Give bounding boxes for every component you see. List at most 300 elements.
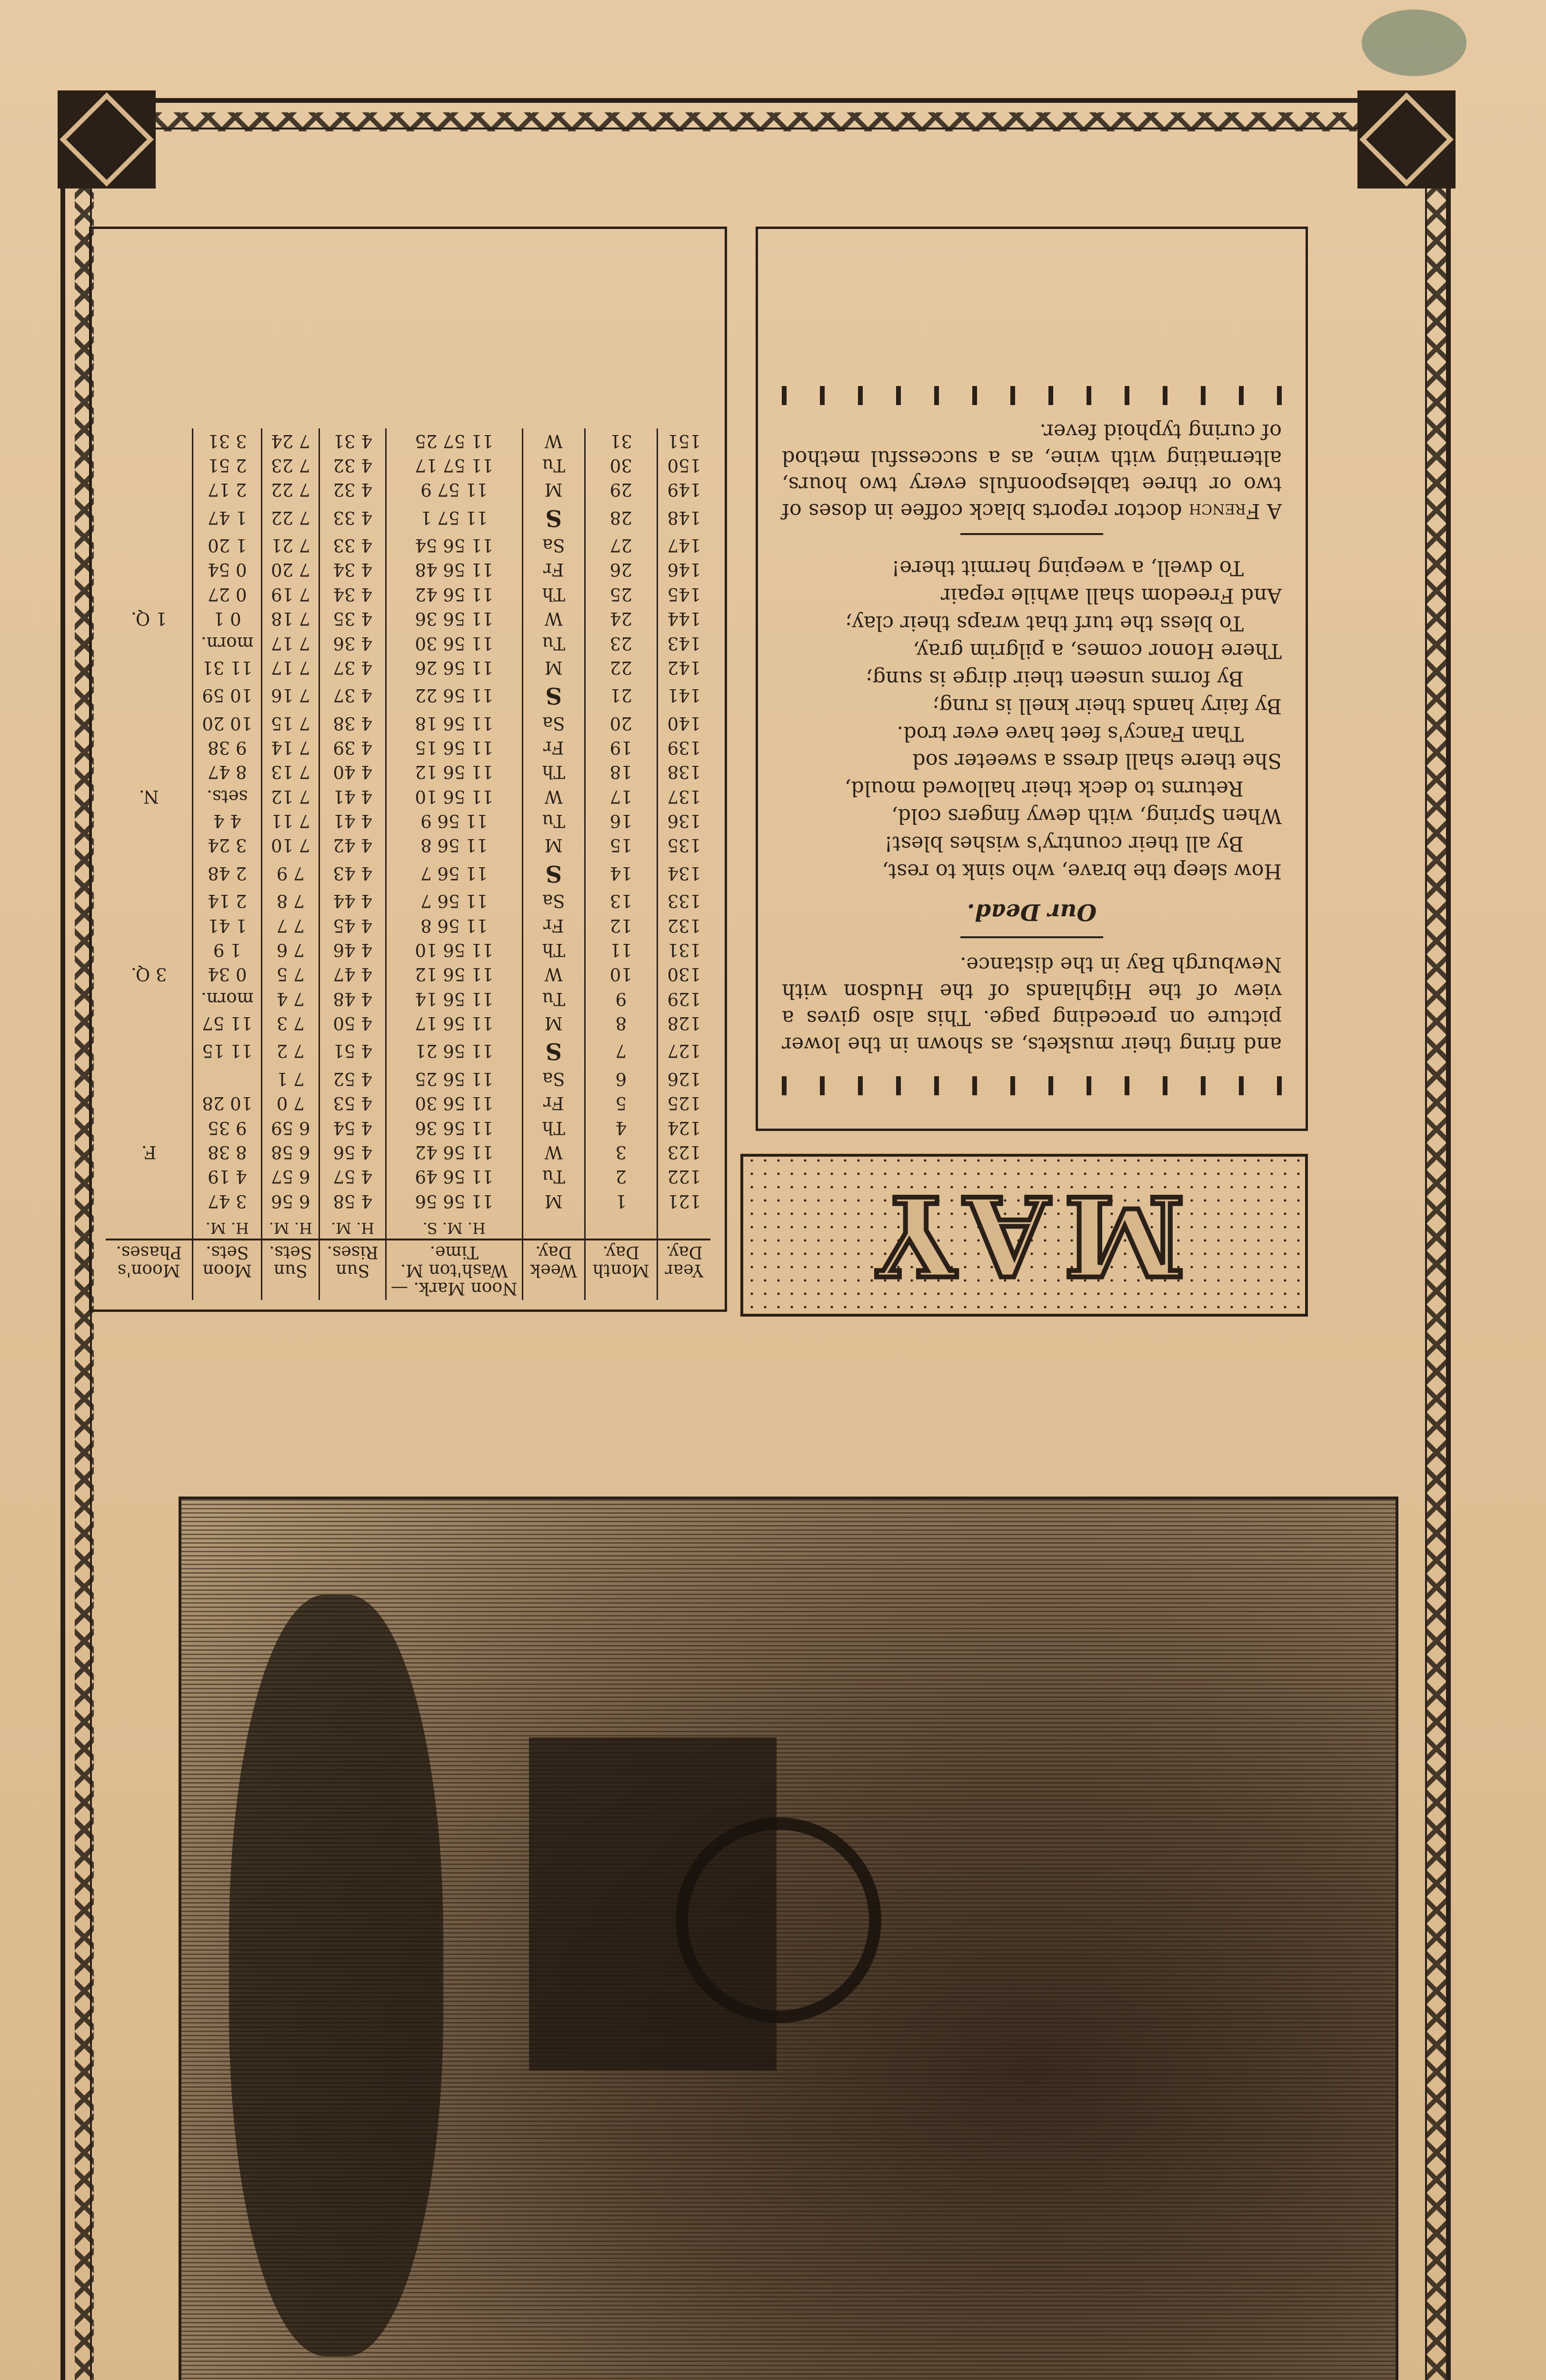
cell-sun-rises: 4 58	[319, 1189, 386, 1213]
table-row	[106, 857, 710, 888]
table-row	[106, 913, 710, 937]
cell-sun-rises: 4 45	[319, 913, 386, 937]
remedy-text: doctor reports black coffee in doses of two or three tablespoonfuls every two hours, alternating with wine, as a successful method of curing typhoid fever.	[782, 419, 1282, 523]
cell-week-day: Fr	[522, 557, 585, 582]
cell-sun-sets: 7 21	[262, 533, 319, 557]
cell-week-day: M	[522, 1011, 585, 1035]
table-row	[106, 557, 710, 582]
cell-noon-mark: 11 56 12	[386, 760, 522, 784]
cell-sun-rises: 4 43	[319, 857, 386, 888]
poem-title: Our Dead.	[967, 899, 1097, 926]
cell-week-day: Tu	[522, 631, 585, 655]
cell-noon-mark: 11 56 54	[386, 533, 522, 557]
cell-month-day: 9	[585, 986, 657, 1011]
cell-month-day: 7	[585, 1035, 657, 1066]
header-month-day: Month Day.	[585, 1240, 657, 1300]
cell-noon-mark: 11 56 7	[386, 857, 522, 888]
cell-week-day: Tu	[522, 986, 585, 1011]
cell-noon-mark: 11 56 10	[386, 938, 522, 962]
engraving-mill-scene	[179, 1497, 1398, 2380]
cell-moon-sets: 1 41	[193, 913, 262, 937]
cell-year-day: 124	[667, 1117, 701, 1138]
cell-moon-sets: 11 31	[193, 655, 262, 680]
cell-year-day: 126	[667, 1068, 701, 1089]
cell-noon-mark: 11 56 42	[386, 1140, 522, 1164]
cell-year-day: 134	[667, 863, 701, 883]
table-row	[106, 784, 710, 808]
header-moon-sets: Moon Sets.	[193, 1240, 262, 1300]
cell-month-day: 27	[585, 533, 657, 557]
cell-sun-rises: 4 36	[319, 631, 386, 655]
cell-sun-sets: 7 4	[262, 986, 319, 1011]
cell-noon-mark: 11 56 18	[386, 711, 522, 735]
cell-year-day: 142	[667, 657, 701, 678]
cell-moon-sets: morn.	[193, 986, 262, 1011]
unit-cell	[585, 1213, 657, 1240]
cell-moon-sets: 11 57	[193, 1011, 262, 1035]
cell-sun-sets: 6 56	[262, 1189, 319, 1213]
cell-sun-sets: 7 8	[262, 889, 319, 913]
cell-week-day: W	[522, 962, 585, 986]
cell-sun-sets: 7 23	[262, 453, 319, 477]
cell-sun-rises: 4 47	[319, 962, 386, 986]
cell-week-day: S	[522, 502, 585, 533]
poem	[782, 554, 1282, 884]
text-column	[756, 227, 1308, 1131]
cell-noon-mark: 11 56 36	[386, 606, 522, 631]
table-row	[106, 582, 710, 606]
cell-month-day: 10	[585, 962, 657, 986]
cell-week-day: W	[522, 428, 585, 453]
cell-month-day: 5	[585, 1091, 657, 1115]
cell-noon-mark: 11 56 8	[386, 913, 522, 937]
cell-sun-sets: 7 24	[262, 428, 319, 453]
poem-line: She there shall dress a sweeter sod	[912, 749, 1282, 773]
cell-year-day: 140	[667, 713, 701, 734]
table-row	[106, 809, 710, 833]
table-row	[106, 1035, 710, 1066]
cell-noon-mark: 11 57 17	[386, 453, 522, 477]
cell-sun-rises: 4 56	[319, 1140, 386, 1164]
cell-month-day: 31	[585, 428, 657, 453]
cell-noon-mark: 11 56 56	[386, 1189, 522, 1213]
cell-sun-rises: 4 33	[319, 533, 386, 557]
poem-line: There Honor comes, a pilgrim gray,	[913, 638, 1282, 663]
cell-year-day: 130	[667, 964, 701, 985]
cell-year-day: 146	[667, 559, 701, 580]
cell-month-day: 4	[585, 1115, 657, 1140]
cell-noon-mark: 11 56 42	[386, 582, 522, 606]
cell-noon-mark: 11 56 30	[386, 631, 522, 655]
cell-week-day: W	[522, 606, 585, 631]
cell-sun-sets: 7 2	[262, 1035, 319, 1066]
cell-year-day: 149	[667, 479, 701, 500]
cell-sun-sets: 7 3	[262, 1011, 319, 1035]
cell-week-day: Sa	[522, 889, 585, 913]
cell-sun-sets: 7 16	[262, 680, 319, 711]
header-sun-sets: Sun Sets.	[262, 1240, 319, 1300]
cell-moon-phase	[106, 735, 193, 760]
cell-sun-sets: 7 5	[262, 962, 319, 986]
table-row	[106, 833, 710, 857]
cell-moon-sets	[193, 1067, 262, 1091]
cell-sun-sets: 7 1	[262, 1067, 319, 1091]
border-band-left	[1427, 112, 1446, 2380]
cell-moon-phase	[106, 453, 193, 477]
cell-moon-phase	[106, 938, 193, 962]
cell-sun-sets: 7 13	[262, 760, 319, 784]
cell-week-day: M	[522, 477, 585, 502]
cell-sun-sets: 7 11	[262, 809, 319, 833]
header-sun-rises: Sun Rises.	[319, 1240, 386, 1300]
cell-moon-sets: 2 51	[193, 453, 262, 477]
poem-line: By all their country's wishes blest!	[884, 832, 1244, 856]
cell-moon-sets: 0 54	[193, 557, 262, 582]
cell-sun-rises: 4 48	[319, 986, 386, 1011]
table-row	[106, 680, 710, 711]
cell-sun-sets: 7 14	[262, 735, 319, 760]
table-row	[106, 1164, 710, 1189]
cell-sun-rises: 4 44	[319, 889, 386, 913]
cell-month-day: 8	[585, 1011, 657, 1035]
cell-sun-rises: 4 52	[319, 1067, 386, 1091]
table-row	[106, 938, 710, 962]
cell-moon-phase	[106, 1067, 193, 1091]
cell-sun-sets: 7 15	[262, 711, 319, 735]
cell-month-day: 14	[585, 857, 657, 888]
cell-sun-sets: 7 12	[262, 784, 319, 808]
table-row	[106, 453, 710, 477]
cell-year-day: 123	[667, 1141, 701, 1162]
cell-week-day: Sa	[522, 711, 585, 735]
cell-moon-sets: 1 9	[193, 938, 262, 962]
cell-year-day: 128	[667, 1013, 701, 1034]
cell-month-day: 25	[585, 582, 657, 606]
cell-year-day: 150	[667, 455, 701, 476]
cell-noon-mark: 11 56 22	[386, 680, 522, 711]
table-row	[106, 606, 710, 631]
poem-line: How sleep the brave, who sink to rest,	[882, 859, 1282, 883]
cell-month-day: 13	[585, 889, 657, 913]
table-row	[106, 735, 710, 760]
cell-month-day: 29	[585, 477, 657, 502]
cell-moon-phase	[106, 1035, 193, 1066]
cell-noon-mark: 11 56 30	[386, 1091, 522, 1115]
divider-rule	[960, 936, 1103, 938]
unit-cell	[657, 1213, 710, 1240]
cell-moon-phase	[106, 557, 193, 582]
header-week-day: Week Day.	[522, 1240, 585, 1300]
cell-sun-sets: 7 17	[262, 631, 319, 655]
cell-year-day: 151	[667, 430, 701, 451]
cell-moon-phase	[106, 760, 193, 784]
cell-sun-sets: 6 58	[262, 1140, 319, 1164]
cell-month-day: 18	[585, 760, 657, 784]
cell-noon-mark: 11 57 1	[386, 502, 522, 533]
cell-moon-sets: 3 24	[193, 833, 262, 857]
cell-noon-mark: 11 57 25	[386, 428, 522, 453]
cell-sun-sets: 6 59	[262, 1115, 319, 1140]
cell-week-day: Th	[522, 760, 585, 784]
almanac-table-panel	[89, 227, 727, 1312]
cell-week-day: Th	[522, 1115, 585, 1140]
cell-moon-phase	[106, 582, 193, 606]
poem-line: Returns to deck their hallowed mould,	[844, 776, 1244, 801]
cell-year-day: 129	[667, 988, 701, 1009]
cell-week-day: W	[522, 784, 585, 808]
cell-sun-rises: 4 40	[319, 760, 386, 784]
cell-year-day: 127	[667, 1041, 701, 1061]
almanac-rows	[106, 428, 710, 1213]
cell-moon-sets: 4 19	[193, 1164, 262, 1189]
cell-month-day: 23	[585, 631, 657, 655]
cell-week-day: Sa	[522, 533, 585, 557]
unit-cell: H. M.	[262, 1213, 319, 1240]
cell-week-day: Fr	[522, 1091, 585, 1115]
cell-moon-phase	[106, 477, 193, 502]
cell-sun-rises: 4 33	[319, 502, 386, 533]
cell-moon-phase	[106, 833, 193, 857]
cell-month-day: 21	[585, 680, 657, 711]
cell-moon-sets: 3 47	[193, 1189, 262, 1213]
cell-noon-mark: 11 56 8	[386, 833, 522, 857]
cell-year-day: 138	[667, 762, 701, 783]
cell-month-day: 24	[585, 606, 657, 631]
table-row	[106, 477, 710, 502]
table-row	[106, 889, 710, 913]
unit-cell: H. M.	[319, 1213, 386, 1240]
cell-year-day: 141	[667, 685, 701, 706]
cell-sun-rises: 4 38	[319, 711, 386, 735]
cell-week-day: M	[522, 1189, 585, 1213]
cell-sun-sets: 7 19	[262, 582, 319, 606]
cell-moon-phase: 3 Q.	[106, 962, 193, 986]
cell-week-day: Tu	[522, 1164, 585, 1189]
cell-moon-phase	[106, 857, 193, 888]
cell-week-day: Tu	[522, 453, 585, 477]
table-row	[106, 986, 710, 1011]
cell-moon-phase	[106, 889, 193, 913]
cell-year-day: 148	[667, 507, 701, 528]
cell-month-day: 2	[585, 1164, 657, 1189]
cell-year-day: 144	[667, 608, 701, 629]
ornament-row-top	[782, 1076, 1282, 1095]
cell-moon-phase	[106, 1189, 193, 1213]
cell-week-day: Fr	[522, 913, 585, 937]
cell-sun-sets: 6 57	[262, 1164, 319, 1189]
cell-week-day: M	[522, 833, 585, 857]
cell-moon-sets: 8 47	[193, 760, 262, 784]
caption-paragraph: and firing their muskets, as shown in the lower picture on preceding page. This also gives a view of the Highlands of the Hudson with Newburgh Bay in the distance.	[782, 952, 1282, 1056]
cell-year-day: 125	[667, 1093, 701, 1114]
cell-year-day: 136	[667, 811, 701, 832]
month-title: MAY	[863, 1171, 1185, 1299]
cell-moon-phase	[106, 1164, 193, 1189]
cell-sun-sets: 7 10	[262, 833, 319, 857]
cell-moon-phase	[106, 1011, 193, 1035]
cell-moon-phase	[106, 711, 193, 735]
table-row	[106, 533, 710, 557]
cell-moon-sets: 11 15	[193, 1035, 262, 1066]
cell-year-day: 131	[667, 939, 701, 960]
cell-sun-rises: 4 46	[319, 938, 386, 962]
cell-moon-phase	[106, 809, 193, 833]
cell-sun-sets: 7 22	[262, 477, 319, 502]
cell-sun-rises: 4 53	[319, 1091, 386, 1115]
cell-week-day: Th	[522, 938, 585, 962]
cell-moon-sets: 10 28	[193, 1091, 262, 1115]
cell-noon-mark: 11 56 10	[386, 784, 522, 808]
cell-moon-phase	[106, 986, 193, 1011]
table-row	[106, 1189, 710, 1213]
poem-line: To dwell, a weeping hermit there!	[891, 556, 1244, 580]
cell-moon-phase	[106, 1115, 193, 1140]
divider-rule	[960, 533, 1103, 535]
cell-moon-phase: 1 Q.	[106, 606, 193, 631]
cell-noon-mark: 11 57 9	[386, 477, 522, 502]
cell-sun-rises: 4 41	[319, 809, 386, 833]
cell-noon-mark: 11 56 7	[386, 889, 522, 913]
cell-noon-mark: 11 56 9	[386, 809, 522, 833]
table-row	[106, 1140, 710, 1164]
table-row	[106, 502, 710, 533]
cell-year-day: 132	[667, 915, 701, 936]
unit-cell: H. M. S.	[386, 1213, 522, 1240]
remedy-paragraph	[782, 417, 1282, 524]
table-row	[106, 1011, 710, 1035]
cell-moon-phase	[106, 631, 193, 655]
cell-sun-rises: 4 35	[319, 606, 386, 631]
unit-cell	[522, 1213, 585, 1240]
table-row	[106, 1091, 710, 1115]
table-row	[106, 631, 710, 655]
cell-sun-sets: 7 17	[262, 655, 319, 680]
cell-month-day: 20	[585, 711, 657, 735]
cell-week-day: Tu	[522, 809, 585, 833]
cell-moon-phase	[106, 655, 193, 680]
cell-moon-sets: 0 34	[193, 962, 262, 986]
tree-illustration	[229, 1595, 443, 2356]
cell-moon-sets: 2 17	[193, 477, 262, 502]
cell-moon-sets: 1 20	[193, 533, 262, 557]
cell-sun-sets: 7 9	[262, 857, 319, 888]
cell-sun-sets: 7 7	[262, 913, 319, 937]
table-row	[106, 962, 710, 986]
poem-line: Than Fancy's feet have ever trod.	[897, 721, 1244, 745]
cell-moon-sets: 10 20	[193, 711, 262, 735]
cell-year-day: 135	[667, 835, 701, 856]
cell-week-day: Fr	[522, 735, 585, 760]
cell-month-day: 17	[585, 784, 657, 808]
cell-moon-sets: sets.	[193, 784, 262, 808]
cell-month-day: 28	[585, 502, 657, 533]
table-row	[106, 428, 710, 453]
cell-year-day: 121	[667, 1190, 701, 1211]
cell-year-day: 122	[667, 1166, 701, 1187]
cell-moon-sets: 3 31	[193, 428, 262, 453]
cell-moon-sets: 0 1	[193, 606, 262, 631]
cell-moon-sets: 10 59	[193, 680, 262, 711]
cell-week-day: Sa	[522, 1067, 585, 1091]
unit-cell	[106, 1213, 193, 1240]
cell-week-day: M	[522, 655, 585, 680]
cell-noon-mark: 11 56 12	[386, 962, 522, 986]
cell-sun-rises: 4 34	[319, 557, 386, 582]
cell-moon-sets: 9 38	[193, 735, 262, 760]
remedy-lead: A French	[1189, 499, 1282, 523]
cell-moon-phase	[106, 502, 193, 533]
corner-ornament-br	[58, 90, 156, 188]
cell-sun-sets: 7 18	[262, 606, 319, 631]
cell-moon-phase	[106, 428, 193, 453]
cell-sun-sets: 7 22	[262, 502, 319, 533]
poem-line: To bless the turf that wraps their clay;	[845, 611, 1244, 635]
cell-moon-sets: 2 14	[193, 889, 262, 913]
ornament-row-bottom	[782, 386, 1282, 405]
cell-moon-phase	[106, 533, 193, 557]
table-row	[106, 1115, 710, 1140]
cell-sun-rises: 4 51	[319, 1035, 386, 1066]
cell-sun-rises: 4 54	[319, 1115, 386, 1140]
cell-moon-phase	[106, 680, 193, 711]
cell-moon-phase	[106, 1091, 193, 1115]
cell-sun-rises: 4 32	[319, 453, 386, 477]
poem-line: When Spring, with dewy fingers cold,	[891, 804, 1282, 828]
cell-year-day: 147	[667, 535, 701, 556]
poem-line: By fairy hands their knell is rung;	[932, 694, 1282, 718]
cell-sun-sets: 7 6	[262, 938, 319, 962]
border-band-bottom	[75, 112, 1446, 131]
cell-moon-phase	[106, 913, 193, 937]
cell-year-day: 145	[667, 584, 701, 605]
cell-month-day: 3	[585, 1140, 657, 1164]
cell-week-day: W	[522, 1140, 585, 1164]
cell-moon-sets: 0 27	[193, 582, 262, 606]
poem-line: By forms unseen their dirge is sung;	[866, 666, 1244, 690]
cell-moon-sets: 8 38	[193, 1140, 262, 1164]
cell-year-day: 137	[667, 786, 701, 807]
cell-moon-sets: 2 48	[193, 857, 262, 888]
table-row	[106, 1067, 710, 1091]
header-moon-phases: Moon's Phases.	[106, 1240, 193, 1300]
unit-cell: H. M.	[193, 1213, 262, 1240]
cell-month-day: 26	[585, 557, 657, 582]
cell-sun-rises: 4 41	[319, 784, 386, 808]
cell-month-day: 12	[585, 913, 657, 937]
cell-year-day: 143	[667, 633, 701, 654]
cell-week-day: S	[522, 1035, 585, 1066]
cell-year-day: 139	[667, 737, 701, 758]
cell-moon-sets: morn.	[193, 631, 262, 655]
cell-sun-rises: 4 57	[319, 1164, 386, 1189]
cell-moon-phase: F.	[106, 1140, 193, 1164]
cell-moon-sets: 4 4	[193, 809, 262, 833]
cell-noon-mark: 11 56 15	[386, 735, 522, 760]
almanac-table	[106, 428, 710, 1300]
cell-month-day: 6	[585, 1067, 657, 1091]
cell-sun-rises: 4 31	[319, 428, 386, 453]
cell-noon-mark: 11 56 26	[386, 655, 522, 680]
cell-month-day: 11	[585, 938, 657, 962]
cell-sun-rises: 4 42	[319, 833, 386, 857]
cell-week-day: Th	[522, 582, 585, 606]
cell-sun-rises: 4 39	[319, 735, 386, 760]
cell-month-day: 16	[585, 809, 657, 833]
cell-moon-phase: N.	[106, 784, 193, 808]
table-row	[106, 760, 710, 784]
cell-noon-mark: 11 56 48	[386, 557, 522, 582]
units-row	[106, 1213, 710, 1240]
